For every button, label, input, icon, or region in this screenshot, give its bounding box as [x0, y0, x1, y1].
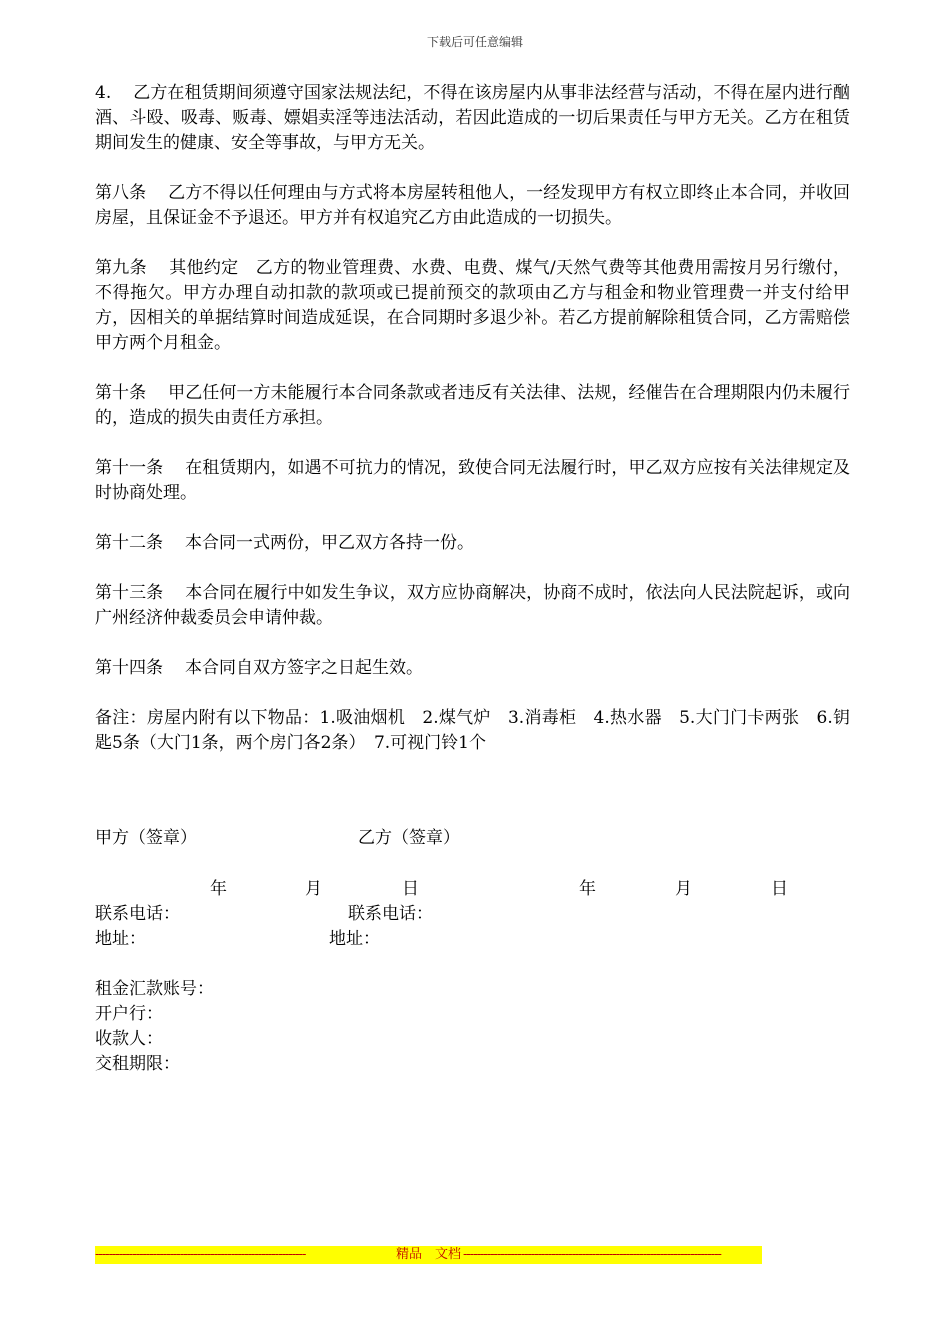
clause-text: 在租赁期内，如遇不可抗力的情况，致使合同无法履行时，甲乙双方应按有关法律规定及时协商处理。: [95, 458, 850, 503]
footer-label: 精品 文档: [396, 1247, 462, 1262]
clause-text: 甲乙任何一方未能履行本合同条款或者违反有关法律、法规，经催告在合理期限内仍未履行的，造成的损失由责任方承担。: [95, 383, 850, 428]
payee-label: 收款人：: [95, 1029, 163, 1049]
party-b-year: 年: [579, 879, 596, 899]
signature-section: [95, 826, 855, 1096]
party-b-phone-label: 联系电话：: [348, 904, 433, 924]
clause-12: [95, 531, 850, 556]
clause-text: 本合同自双方签字之日起生效。: [185, 658, 423, 678]
party-a-phone-label: 联系电话：: [95, 904, 180, 924]
clause-head: 第十四条: [95, 658, 163, 678]
clause-head: 第十条: [95, 383, 147, 403]
clause-13: [95, 581, 850, 631]
clause-text: 本合同一式两份，甲乙双方各持一份。: [185, 533, 474, 553]
remark: 备注：房屋内附有以下物品：1.吸油烟机 2.煤气炉 3.消毒柜 4.热水器 5.大门门卡两张 6.钥匙5条（大门1条，两个房门各2条） 7.可视门铃1个: [95, 708, 850, 753]
clause-14: [95, 656, 850, 681]
party-a-month: 月: [305, 879, 322, 899]
clause-head: 第十三条: [95, 583, 164, 603]
clause-text: 本合同在履行中如发生争议，双方应协商解决，协商不成时，依法向人民法院起诉，或向广州经济仲裁委员会申请仲裁。: [95, 583, 850, 628]
clause-head: 4.: [95, 83, 112, 103]
clause-8: [95, 181, 850, 231]
party-a-year: 年: [210, 879, 227, 899]
clause-head: 第八条: [95, 183, 147, 203]
clause-text: 其他约定 乙方的物业管理费、水费、电费、煤气/天然气费等其他费用需按月另行缴付，不得拖欠。甲方办理自动扣款的款项或已提前预交的款项由乙方与租金和物业管理费一并支付给甲方，因相关的单据结算时间造成延误，在合同期时多退少补。若乙方提前解除租赁合同，乙方需赔偿甲方两个月租金。: [95, 258, 851, 353]
clause-head: 第十一条: [95, 458, 164, 478]
bank-label: 开户行：: [95, 1004, 163, 1024]
clause-head: 第十二条: [95, 533, 163, 553]
clause-10: [95, 381, 850, 431]
clause-9: [95, 256, 850, 356]
party-b-day: 日: [771, 879, 788, 899]
party-b-month: 月: [675, 879, 692, 899]
clause-head: 第九条: [95, 258, 147, 278]
footer-right-dashes: ----------------------------------------------------------------------------: [463, 1247, 721, 1262]
payment-term-label: 交租期限：: [95, 1054, 180, 1074]
party-b-address-label: 地址：: [329, 929, 380, 949]
party-a-day: 日: [402, 879, 419, 899]
clause-text: 乙方不得以任何理由与方式将本房屋转租他人，一经发现甲方有权立即终止本合同，并收回房屋，且保证金不予退还。甲方并有权追究乙方由此造成的一切损失。: [95, 183, 850, 228]
page-header: 下载后可任意编辑: [426, 35, 523, 49]
footer-banner: [95, 1246, 762, 1264]
clause-11: [95, 456, 850, 506]
party-b-signature-label: 乙方（签章）: [358, 828, 460, 848]
party-a-signature-label: 甲方（签章）: [95, 828, 197, 848]
footer-left-dashes: --------------------------------------------------------------: [95, 1247, 306, 1262]
party-a-address-label: 地址：: [95, 929, 146, 949]
contract-body: [95, 81, 850, 781]
clause-4: [95, 81, 850, 156]
clause-text: 乙方在租赁期间须遵守国家法规法纪，不得在该房屋内从事非法经营与活动，不得在屋内进行酗酒、斗殴、吸毒、贩毒、嫖娼卖淫等违法活动，若因此造成的一切后果责任与甲方无关。乙方在租赁期间发生的健康、安全等事故，与甲方无关。: [95, 83, 850, 153]
rent-account-label: 租金汇款账号：: [95, 979, 214, 999]
